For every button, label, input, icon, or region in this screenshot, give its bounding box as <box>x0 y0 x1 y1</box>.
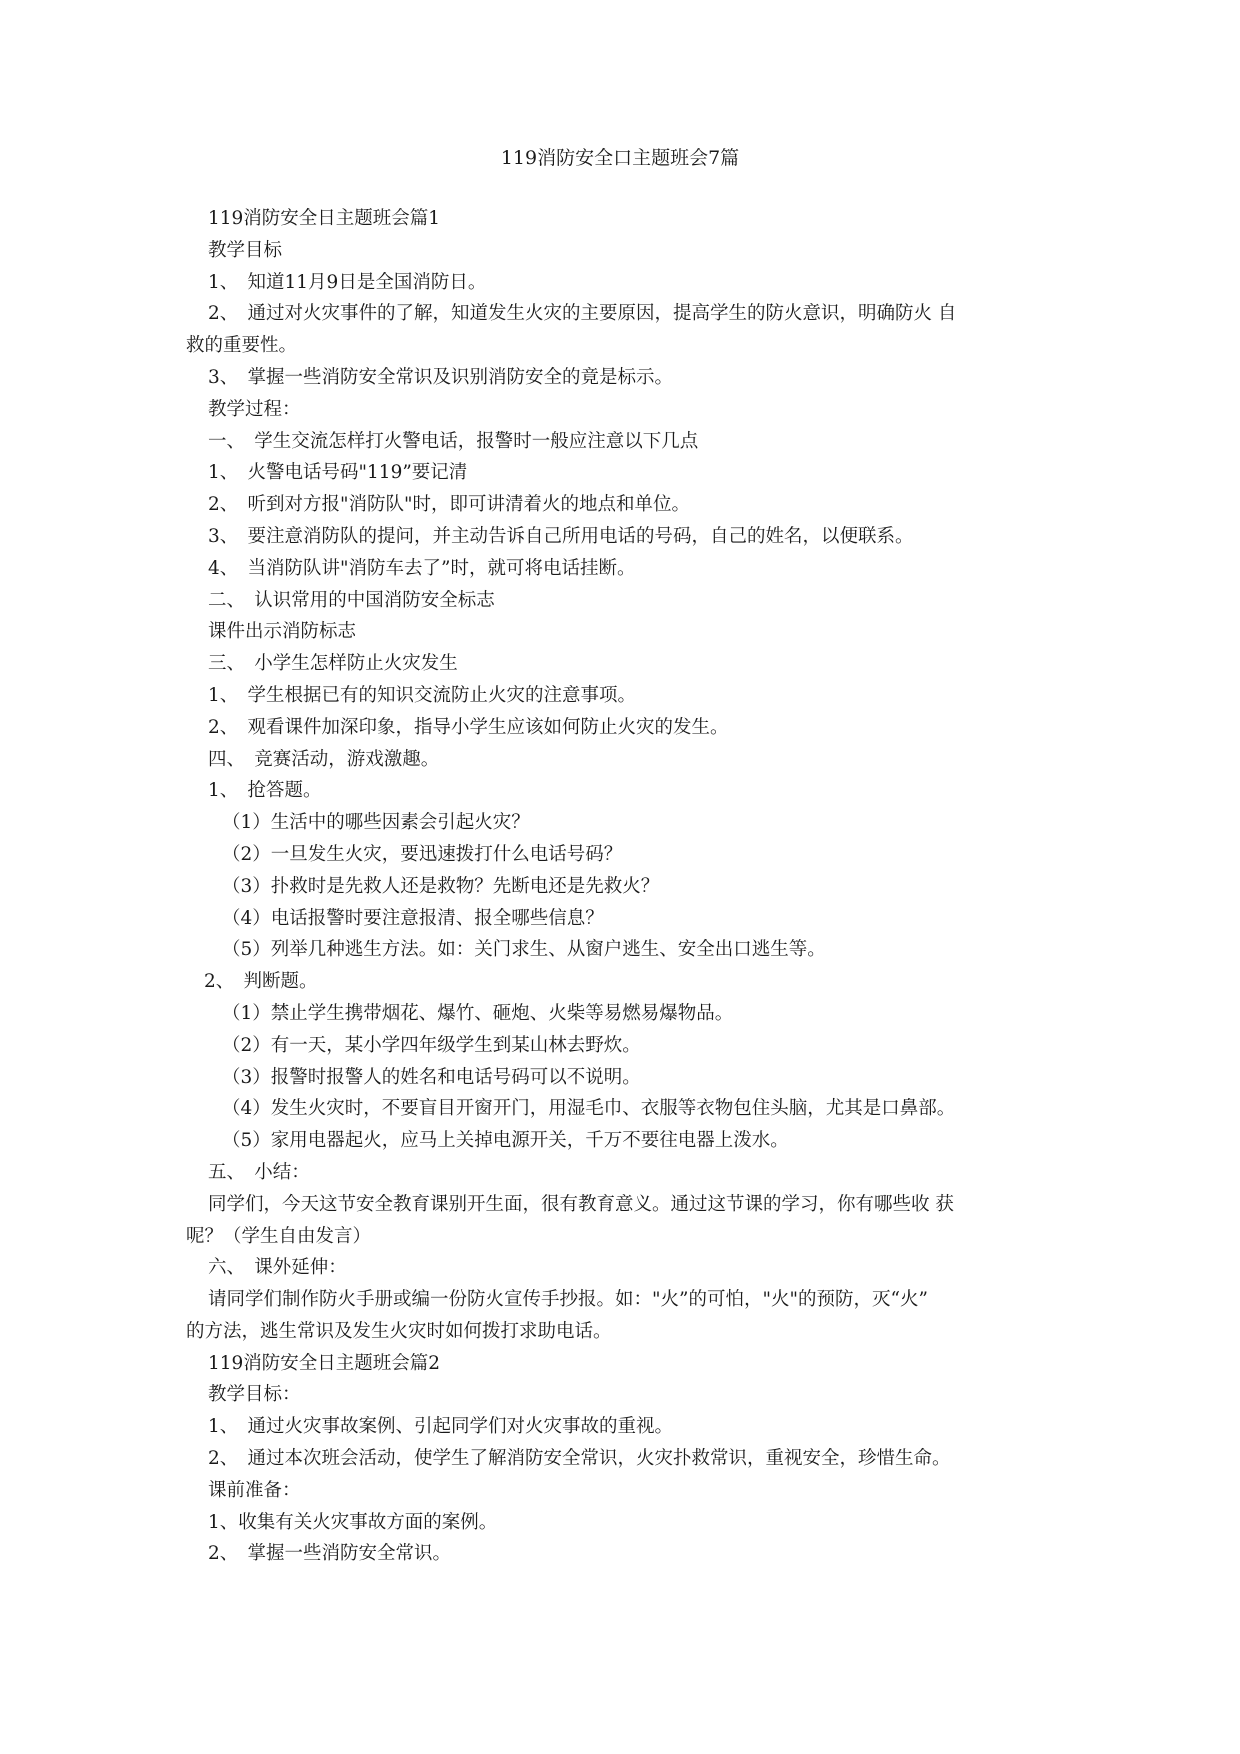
text-line: 119消防安全日主题班会篇2 <box>208 1352 441 1374</box>
text-line: 的方法，逃生常识及发生火灾时如何拨打求助电话。 <box>186 1320 612 1342</box>
text-line: 课件出示消防标志 <box>208 621 357 643</box>
text-line: 三、 小学生怎样防止火灾发生 <box>208 653 458 675</box>
text-line: （1）生活中的哪些因素会引起火灾？ <box>222 812 530 834</box>
text-line: 3、 要注意消防队的提问，并主动告诉自己所用电话的号码，自己的姓名，以便联系。 <box>208 525 914 547</box>
text-line: 教学过程： <box>208 398 301 420</box>
text-line: 五、 小结： <box>208 1161 310 1183</box>
text-line: 1、收集有关火灾事故方面的案例。 <box>208 1511 498 1533</box>
text-line: 1、 知道11月9日是全国消防日。 <box>208 271 487 293</box>
text-line: （3）扑救时是先救人还是救物？先断电还是先救火？ <box>222 875 660 897</box>
text-line: 119消防安全日主题班会篇1 <box>208 208 441 229</box>
document-title: 119消防安全口主题班会7篇 <box>500 147 740 169</box>
text-line: 1、 抢答题。 <box>208 780 322 802</box>
text-line: 六、 课外延伸： <box>208 1257 347 1279</box>
document-body <box>186 203 1056 1570</box>
text-line: 2、 掌握一些消防安全常识。 <box>208 1543 452 1565</box>
text-line: 3、 掌握一些消防安全常识及识别消防安全的竟是标示。 <box>208 366 674 388</box>
text-line: （5）列举几种逃生方法。如：关门求生、从窗户逃生、安全出口逃生等。 <box>222 939 826 961</box>
text-line: （2）一旦发生火灾，要迅速拨打什么电话号码？ <box>222 843 623 865</box>
text-line: 教学目标 <box>208 239 283 261</box>
text-line: （4）发生火灾时，不要盲目开窗开门，用湿毛巾、衣服等衣物包住头脑，尤其是口鼻部。 <box>222 1098 956 1120</box>
text-line: 2、 判断题。 <box>204 971 318 993</box>
text-line: 2、 观看课件加深印象，指导小学生应该如何防止火灾的发生。 <box>208 716 729 738</box>
text-line: 一、 学生交流怎样打火警电话，报警时一般应注意以下几点 <box>208 430 699 452</box>
text-line: 呢？（学生自由发言） <box>186 1225 372 1247</box>
text-line: 4、 当消防队讲"消防车去了”时，就可将电话挂断。 <box>208 557 636 579</box>
text-line: 同学们，今天这节安全教育课别开生面，很有教育意义。通过这节课的学习，你有哪些收 获 <box>208 1193 954 1215</box>
text-line: （5）家用电器起火，应马上关掉电源开关，千万不要往电器上泼水。 <box>222 1130 789 1152</box>
text-line: 四、 竞赛活动，游戏激趣。 <box>208 748 440 770</box>
text-line: （2）有一天，某小学四年级学生到某山林去野炊。 <box>222 1034 641 1056</box>
text-line: 请同学们制作防火手册或编一份防火宣传手抄报。如："火”的可怕，"火"的预防，灭“火” <box>208 1289 928 1311</box>
text-line: 救的重要性。 <box>186 335 298 357</box>
text-line: 1、 火警电话号码"119”要记清 <box>208 462 468 484</box>
text-line: 二、 认识常用的中国消防安全标志 <box>208 589 495 611</box>
text-line: （4）电话报警时要注意报清、报全哪些信息？ <box>222 907 604 929</box>
text-line: 2、 通过本次班会活动，使学生了解消防安全常识，火灾扑救常识，重视安全，珍惜生命。 <box>208 1448 951 1470</box>
text-line: 1、 学生根据已有的知识交流防止火灾的注意事项。 <box>208 684 637 706</box>
text-line: 教学目标： <box>208 1384 301 1406</box>
text-line: 1、 通过火灾事故案例、引起同学们对火灾事故的重视。 <box>208 1416 674 1438</box>
text-line: 2、 通过对火灾事件的了解，知道发生火灾的主要原因，提高学生的防火意识，明确防火 自 <box>208 303 957 325</box>
text-line: 课前准备： <box>208 1479 301 1501</box>
text-line: （1）禁止学生携带烟花、爆竹、砸炮、火柴等易燃易爆物品。 <box>222 1002 734 1024</box>
text-line: 2、 听到对方报"消防队"时，即可讲清着火的地点和单位。 <box>208 494 691 516</box>
text-line: （3）报警时报警人的姓名和电话号码可以不说明。 <box>222 1066 641 1088</box>
